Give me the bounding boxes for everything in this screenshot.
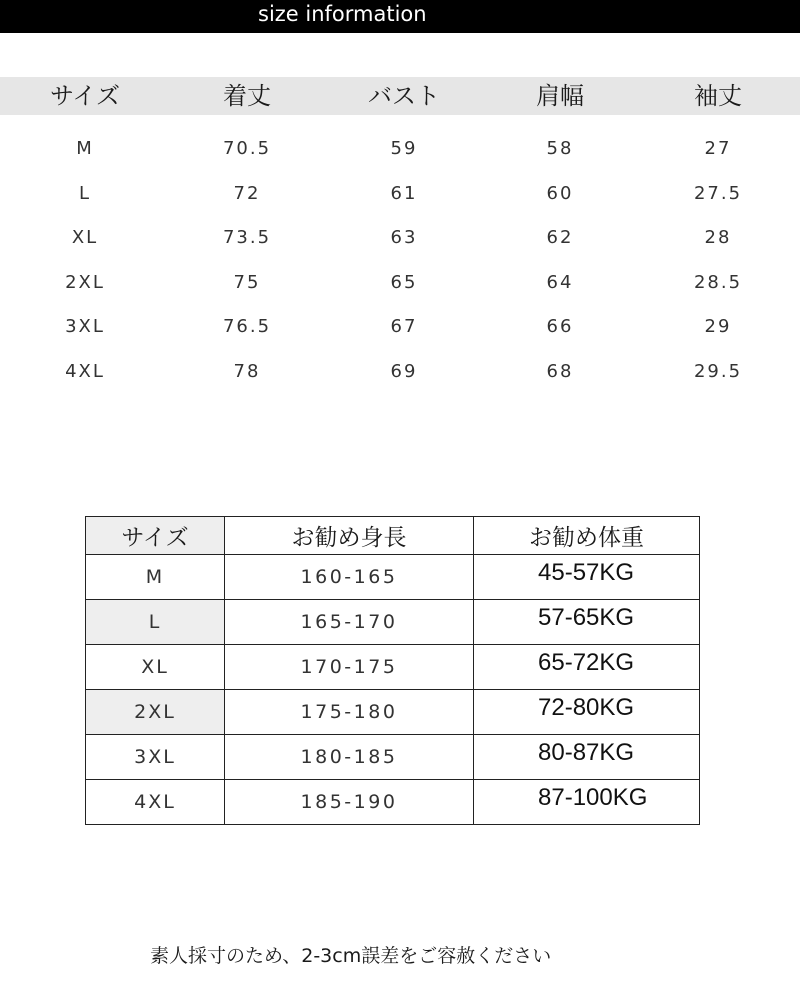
- size-row: [0, 350, 800, 395]
- cell-shoulder: 68: [546, 360, 574, 382]
- size-row: [0, 261, 800, 306]
- rec-height: 180-185: [225, 735, 474, 780]
- rec-height: 170-175: [225, 645, 474, 690]
- header-length: 着丈: [223, 82, 271, 110]
- cell-length: 73.5: [222, 227, 272, 248]
- rec-weight: [474, 735, 700, 780]
- table-row: [86, 735, 700, 780]
- rec-height: 175-180: [225, 690, 474, 735]
- cell-bust: 67: [390, 316, 418, 337]
- table-row: [86, 645, 700, 690]
- rec-size: 4XL: [86, 780, 225, 825]
- table-row: [86, 555, 700, 600]
- size-chart-table: [0, 127, 800, 394]
- rec-size: XL: [86, 645, 225, 690]
- rec-height: 160-165: [225, 555, 474, 600]
- rec-weight-value: 45-57KG: [538, 559, 635, 586]
- cell-sleeve: 27: [704, 138, 732, 159]
- cell-shoulder: 60: [546, 182, 574, 204]
- cell-bust: 59: [390, 138, 418, 159]
- size-row: [0, 127, 800, 172]
- cell-size: L: [78, 182, 92, 204]
- rec-weight: [474, 645, 700, 690]
- cell-bust: 65: [390, 271, 418, 293]
- cell-size: XL: [71, 227, 99, 248]
- cell-bust: 63: [390, 227, 418, 248]
- rec-weight: [474, 600, 700, 645]
- rec-weight-value: 80-87KG: [538, 739, 635, 766]
- banner-title: size information: [258, 2, 427, 26]
- rec-weight: [474, 555, 700, 600]
- rec-weight-value: 87-100KG: [538, 784, 648, 811]
- header-sleeve: 袖丈: [694, 82, 742, 110]
- cell-sleeve: 27.5: [693, 182, 743, 204]
- rec-header-height: お勧め身長: [225, 517, 474, 555]
- recommendation-header-row: [86, 517, 700, 555]
- cell-length: 75: [233, 271, 261, 293]
- cell-sleeve: 28: [704, 227, 732, 248]
- cell-sleeve: 29: [704, 316, 732, 337]
- header-bust: バスト: [368, 82, 440, 110]
- table-row: [86, 780, 700, 825]
- size-row: [0, 172, 800, 217]
- cell-size: 4XL: [65, 360, 105, 382]
- size-row: [0, 305, 800, 350]
- measurement-disclaimer: 素人採寸のため、2-3cm誤差をご容赦ください: [150, 945, 552, 967]
- cell-size: 2XL: [65, 271, 105, 293]
- header-shoulder: 肩幅: [536, 82, 584, 110]
- cell-shoulder: 62: [546, 227, 574, 248]
- cell-sleeve: 29.5: [693, 360, 743, 382]
- recommendation-table: [85, 516, 700, 825]
- cell-length: 70.5: [222, 138, 272, 159]
- cell-shoulder: 64: [546, 271, 574, 293]
- rec-weight: [474, 690, 700, 735]
- size-chart-header: [0, 77, 800, 115]
- top-banner: [0, 0, 800, 33]
- rec-height: 185-190: [225, 780, 474, 825]
- cell-shoulder: 58: [546, 138, 574, 159]
- rec-size: L: [86, 600, 225, 645]
- cell-size: 3XL: [65, 316, 105, 337]
- cell-bust: 69: [390, 360, 418, 382]
- rec-weight: [474, 780, 700, 825]
- rec-header-size: サイズ: [86, 517, 225, 555]
- cell-bust: 61: [390, 182, 418, 204]
- rec-header-weight: お勧め体重: [474, 517, 700, 555]
- rec-size: 2XL: [86, 690, 225, 735]
- cell-length: 76.5: [222, 316, 272, 337]
- rec-height: 165-170: [225, 600, 474, 645]
- cell-sleeve: 28.5: [693, 271, 743, 293]
- cell-length: 72: [233, 182, 261, 204]
- size-row: [0, 216, 800, 261]
- header-size: サイズ: [49, 82, 121, 110]
- table-row: [86, 690, 700, 735]
- cell-shoulder: 66: [546, 316, 574, 337]
- cell-size: M: [76, 138, 94, 159]
- rec-weight-value: 65-72KG: [538, 649, 635, 676]
- rec-weight-value: 57-65KG: [538, 604, 635, 631]
- cell-length: 78: [233, 360, 261, 382]
- rec-size: M: [86, 555, 225, 600]
- table-row: [86, 600, 700, 645]
- rec-size: 3XL: [86, 735, 225, 780]
- rec-weight-value: 72-80KG: [538, 694, 635, 721]
